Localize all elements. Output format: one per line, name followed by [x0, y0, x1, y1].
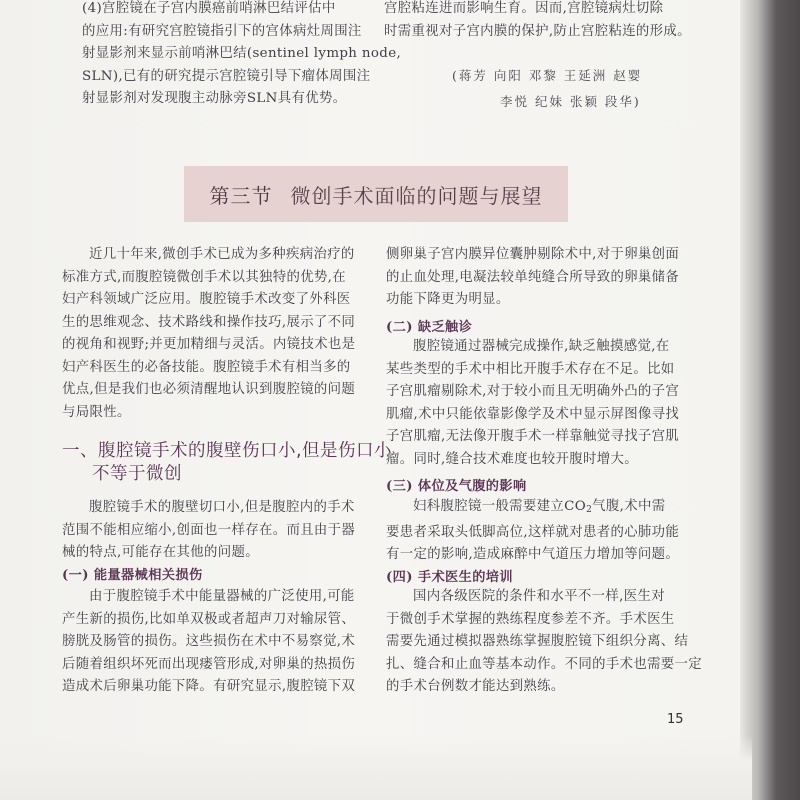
right-paragraph-3 [386, 496, 679, 567]
text-line: 妇产科领域广泛应用。腹腔镜手术改变了外科医 [62, 292, 351, 307]
authors-line-1: (蒋芳 向阳 邓黎 王延洲 赵婴 [452, 68, 643, 83]
co2-text-suffix: 气腹,术中需 [592, 499, 666, 514]
co2-subscript: 2 [586, 505, 593, 515]
subheading-energy-devices: (一) 能量器械相关损伤 [62, 568, 203, 583]
text-line: 近几十年来,微创手术已成为多种疾病治疗的 [89, 247, 355, 262]
right-paragraph-4 [386, 586, 702, 699]
heading-line: 不等于微创 [92, 464, 182, 484]
left-paragraph-3 [62, 586, 355, 699]
text-line: 后随着组织坏死而出现瘘管形成,对卵巢的热损伤 [62, 656, 356, 672]
text-line: 国内各级医院的条件和水平不一样,医生对 [413, 589, 665, 604]
text-line: (4)宫腔镜在子宫内膜癌前哨淋巴结评估中 [82, 1, 336, 16]
heading-line: 一、腹腔镜手术的腹壁伤口小,但是伤口小 [62, 441, 393, 461]
top-right-paragraph [384, 0, 691, 43]
text-line: 要患者采取头低脚高位,这样就对患者的心肺功能 [386, 524, 680, 540]
text-line: 的视角和视野;并更加精细与灵活。内镜技术也是 [62, 337, 356, 352]
text-line: 肌瘤,术中只能依靠影像学及术中显示屏图像寻找 [386, 406, 680, 422]
text-line: 射显影剂对发现腹主动脉旁SLN具有优势。 [82, 91, 347, 106]
authors-line-2: 李悦 纪妹 张颖 段华) [500, 94, 641, 109]
right-paragraph-2 [386, 336, 679, 471]
book-edge-shadow [740, 0, 800, 800]
text-line: 有一定的影响,造成麻醉中气道压力增加等问题。 [386, 547, 680, 562]
text-line: 射显影剂来显示前哨淋巴结(sentinel lymph node, [82, 46, 402, 61]
left-intro-paragraph [62, 244, 355, 424]
text-line: 与局限性。 [62, 404, 131, 420]
text-line: 产生新的损伤,比如单双极或者超声刀对输尿管、 [62, 611, 356, 627]
text-line: 扎、缝合和止血等基本动作。不同的手术也需要一定 [386, 656, 703, 672]
subheading-surgeon-training: (四) 手术医生的培训 [386, 570, 513, 585]
text-line [386, 496, 679, 522]
text-line: 腹腔镜通过器械完成操作,缺乏触摸感觉,在 [413, 339, 670, 354]
text-line: 某些类型的手术中相比开腹手术存在不足。比如 [386, 361, 675, 377]
text-line: 功能下降更为明显。 [386, 292, 510, 307]
text-line: 造成术后卵巢功能下降。有研究显示,腹腔镜下双 [62, 679, 356, 694]
page-number: 15 [667, 712, 684, 727]
right-paragraph-1 [386, 244, 679, 312]
text-line: 子宫肌瘤剔除术,对于较小而且无明确外凸的子宫 [386, 384, 680, 399]
text-line: 需要先通过模拟器熟练掌握腹腔镜下组织分离、结 [386, 634, 689, 649]
section-number: 第三节 [209, 183, 273, 208]
text-line: 标准方式,而腹腔镜微创手术以其独特的优势,在 [62, 269, 347, 285]
text-line: SLN),已有的研究提示宫腔镜引导下瘤体周围注 [82, 68, 371, 84]
text-line: 械的特点,可能存在其他的问题。 [62, 545, 259, 560]
text-line: 膀胱及肠管的损伤。这些损伤在术中不易察觉,术 [62, 634, 356, 649]
text-line: 范围不能相应缩小,创面也一样存在。而且由于器 [62, 522, 356, 538]
section-title: 微创手术面临的问题与展望 [290, 183, 543, 208]
text-line: 由于腹腔镜手术中能量器械的广泛使用,可能 [89, 589, 355, 604]
text-line: 妇产科医生的必备技能。腹腔镜手术有相当多的 [62, 359, 351, 375]
heading-level-1 [62, 440, 392, 486]
text-line: 于微创手术掌握的熟练程度参差不齐。手术医生 [386, 611, 675, 627]
subheading-position-pneumoperitoneum: (三) 体位及气腹的影响 [386, 479, 527, 494]
left-paragraph-2 [62, 497, 355, 565]
top-left-paragraph [82, 0, 401, 111]
text-line: 腹腔镜手术的腹壁切口小,但是腹腔内的手术 [89, 500, 355, 515]
text-line: 的应用:有研究宫腔镜指引下的宫体病灶周围注 [82, 23, 362, 39]
text-line: 侧卵巢子宫内膜异位囊肿剔除术中,对于卵巢创面 [386, 247, 680, 262]
text-line: 的止血处理,电凝法较单纯缝合所导致的卵巢储备 [386, 269, 680, 285]
text-line: 时需重视对子宫内膜的保护,防止宫腔粘连的形成。 [384, 23, 691, 39]
page-bottom-fade [0, 735, 752, 800]
text-line: 生的思维观念、技术路线和操作技巧,展示了不同 [62, 314, 356, 330]
text-line: 瘤。同时,缝合技术难度也较开腹时增大。 [386, 451, 638, 467]
co2-text-prefix: 妇科腹腔镜一般需要建立CO [413, 499, 587, 514]
text-line: 子宫肌瘤,无法像开腹手术一样靠触觉寻找子宫肌 [386, 429, 680, 444]
section-banner [184, 166, 568, 222]
subheading-lack-of-palpation: (二) 缺乏触诊 [386, 320, 473, 335]
text-line: 的手术台例数才能达到熟练。 [386, 679, 565, 694]
text-line: 宫腔粘连进而影响生育。因而,宫腔镜病灶切除 [384, 1, 664, 16]
text-line: 优点,但是我们也必须清醒地认识到腹腔镜的问题 [62, 382, 356, 397]
